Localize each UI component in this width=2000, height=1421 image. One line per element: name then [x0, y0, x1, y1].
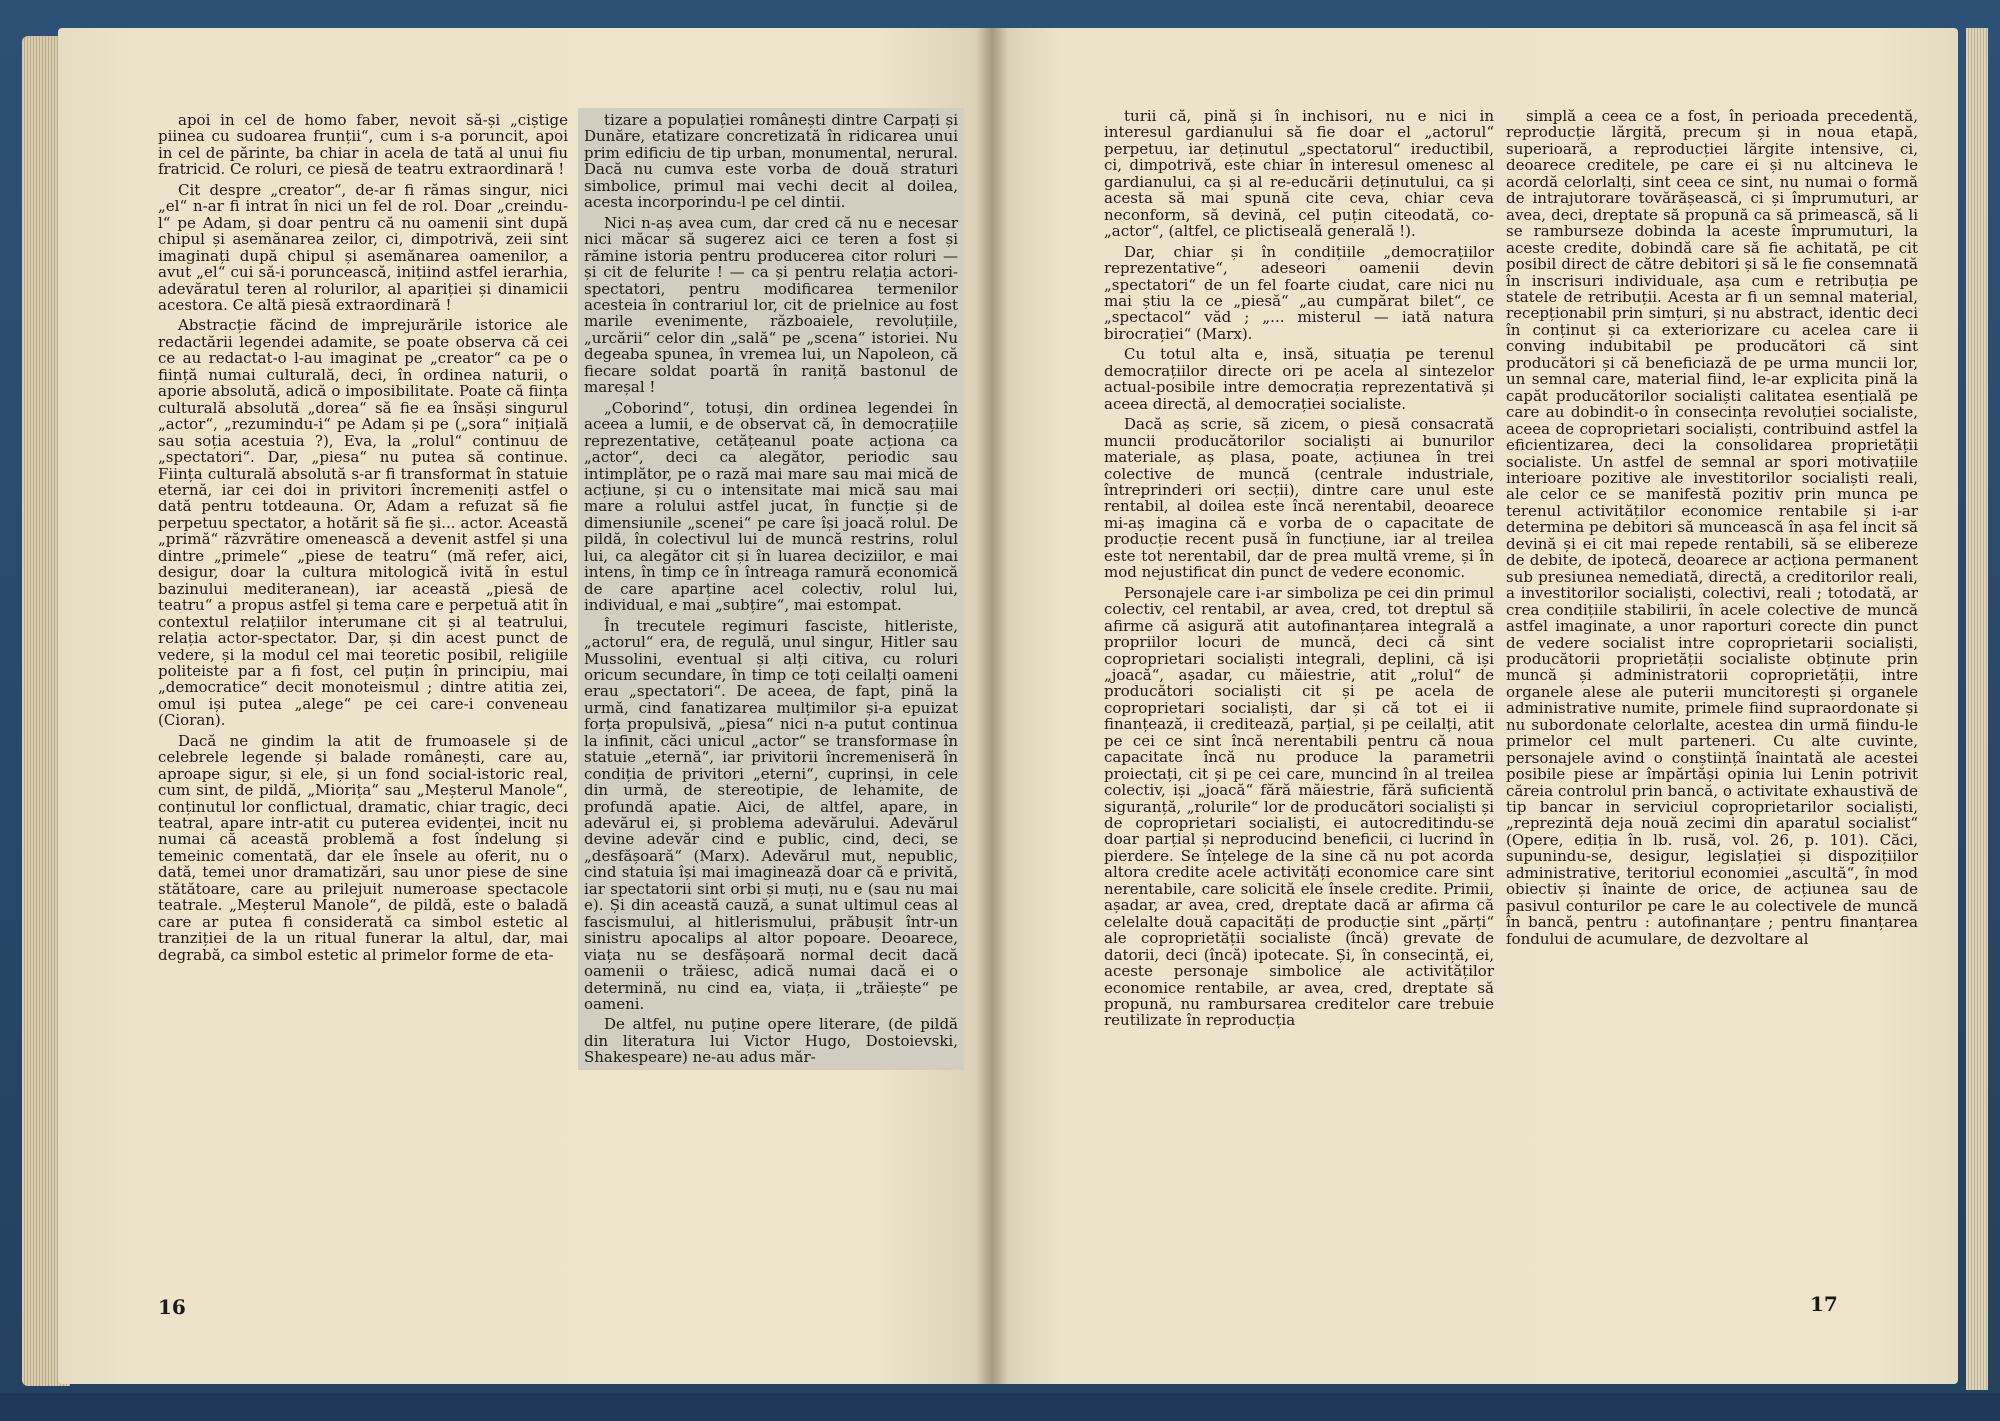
paragraph: Dacă ne gindim la atit de frumoasele și de celebrele legende și balade românești, care au, aproape sigur, și ele, și un fond social-istoric real, cum sint, de pildă, „Miorița“ sau „Meșterul Manole“, conținutul lor conflictual, dramatic, chiar tragic, deci teatral, apare intr-atit cu puterea evidenței, incit nu numai că această problemă a fost îndelung și temeinic comentată, dar ele însele au oferit, nu o dată, temei unor dramatizări, sau unor piese de sine stătătoare, care au prilejuit numeroase spectacole teatrale. „Meșterul Manole“, de pildă, este o baladă care ar putea fi considerată ca simbol estetic al tranziției de la un ritual funerar la altul, dar, mai degrabă, ca simbol estetic al primelor forme de eta- — [158, 731, 568, 964]
paragraph: tizare a populației românești dintre Carpați și Dunăre, etatizare concretizată în ridicarea unui prim edificiu de tip urban, monumental, nerural. Dacă nu cumva este vorba de două straturi simbolice, primul mai vechi decit al doilea, acesta incorporindu-l pe cel dintii. — [584, 111, 958, 212]
paragraph: simplă a ceea ce a fost, în perioada precedentă, reproducție lărgită, precum și in noua etapă, superioară, a reproducției lărgite intensive, ci, deoarece creditele, pe care ei și nu altcineva le acordă celorlalți, sint ceea ce sint, nu numai o formă de intrajutorare tovărășească, ci și împrumuturi, ar avea, deci, dreptate să propună ca să primească, să li se ramburseze dobinda la aceste împrumuturi, la aceste credite, dobindă care să fie achitată, pe cit posibil direct de către debitori și să le fie consemnată în inscrisuri individuale, așa cum e retribuția pe statele de retribuții. Acesta ar fi un semnal material, recepționabil prin simțuri, și nu abstract, identic deci în conținut și ca exteriorizare cu acelea care ii conving indubitabil pe producători că sint producători și că beneficiază de pe urma muncii lor, un semnal care, material fiind, le-ar explicita pină la capăt producătorilor socialiști calitatea esențială pe care au dobindit-o în consecința revoluției socialiste, aceea de coproprietari socialiști, contribuind astfel la eficientizarea, deci la consolidarea proprietății socialiste. Un astfel de semnal ar spori motivațiile interioare pozitive ale investitorilor socialiști reali, ale celor ce se manifestă pozitiv prin munca pe terenul activităților economice rentabile și i-ar determina pe debitori să muncească în așa fel incit să devină și ei cit mai repede rentabili, să se elibereze de debite, de ipotecă, deoarece ar acționa permanent sub presiunea nemediată, directă, a creditorilor reali, a investitorilor socialiști, colectivi, reali ; totodată, ar crea condițiile stabilirii, în acele colective de muncă astfel imaginate, a unor raporturi corecte din punct de vedere socialist intre coproprietarii socialiști, producătorii proprietății socialiste obținute prin muncă și administratorii coproprietății, intre organele alese ale puterii muncitorești și organele administrative numite, primele fiind supraordonate și nu subordonate celorlalte, acestea din urmă fiindu-le primelor cel mult parteneri. Cu alte cuvinte, personajele avind o conștiință înaintată ale acestei posibile piese ar împărtăși opinia lui Lenin potrivit căreia controlul prin bancă, o activitate exhaustivă de tip bancar in serviciul coproprietarilor socialiști, „reprezintă deja nouă zecimi din aparatul socialist“ (Opere, ediția în lb. rusă, vol. 26, p. 101). Căci, supunindu-se, desigur, legislației și dispozițiilor administrative, teritoriul economiei „ascultă“, în mod obiectiv și înainte de orice, de acțiunea sau de pasivul conturilor pe care le au colectivele de muncă în bancă, pentru : autofinanțare ; pentru finanțarea fondului de acumulare, de dezvoltare al — [1506, 107, 1918, 948]
right-page — [992, 28, 1958, 1384]
paragraph: În trecutele regimuri fasciste, hitleriste, „actorul“ era, de regulă, unul singur, Hitler sau Mussolini, eventual și alți citiva, cu roluri oricum secundare, în timp ce toți ceilalți oameni erau „spectatori“. De aceea, de fapt, pină la urmă, cind fanatizarea mulțimilor și-a epuizat forța propulsivă, „piesa“ nici n-a putut continua la infinit, căci unicul „actor“ se transformase în statuie „eternă“, iar privitorii încremeniseră în condiția de privitori „eterni“, cuprinși, in cele din urmă, de stereotipie, de lehamite, de profundă apatie. Aici, de altfel, apare, in adevărul ei, și problema adevărului. Adevărul devine adevăr cind e public, cind, deci, se „desfășoară“ (Marx). Adevărul mut, nepublic, cind statuia își mai imaginează doar că e privită, iar spectatorii sint orbi și muți, nu e (sau nu mai e). Și din această cauză, a sunat ultimul ceas al fascismului, al hitlerismului, prăbușit într-un sinistru apocalips al altor popoare. Deoarece, viața nu se desfășoară normal decit dacă oamenii o trăiesc, adică numai dacă ei o determină, nu cind ea, viața, ii „trăiește“ pe oameni. — [584, 616, 958, 1014]
paragraph: Abstracție făcind de imprejurările istorice ale redactării legendei adamite, se poate observa că cei ce au redactat-o l-au imaginat pe „creator“ ca pe o ființă numai culturală, deci, în ordinea naturii, o aporie absolută, adică o imposibilitate. Poate că ființa culturală absolută „dorea“ să fie ea însăși singurul „actor“, „rezumindu-i“ pe Adam și pe („sora“ inițială sau soția acestuia ?), Eva, la „rolul“ continuu de „spectatori“. Dar, „piesa“ nu putea să continue. Ființa culturală absolută s-ar fi transformat în statuie eternă, iar cei doi in privitori încremeniți astfel o dată pentru totdeauna. Or, Adam a refuzat să fie perpetuu spectator, a hotărit să fie și... actor. Această „primă“ răzvrătire omenească a devenit astfel și una dintre „primele“ „piese de teatru“ (mă refer, aici, desigur, doar la cultura mitologică ivită în estul bazinului mediteranean), iar această „piesă de teatru“ a propus astfel și tema care e perpetuă atit în contextul relațiilor interumane cit și al teatrului, relația actor-spectator. Dar, și din acest punct de vedere, și la modul cel mai teoretic posibil, religiile politeiste par a fi fost, cel puțin în principiu, mai „democratice“ decit monoteismul ; dintre atitia zei, omul iși putea „alege“ pe cei care-i conveneau (Cioran). — [158, 316, 568, 730]
paragraph: Dacă aș scrie, să zicem, o piesă consacrată muncii producătorilor socialiști ai bunurilor materiale, aș plasa, poate, acțiunea în trei colective de muncă (centrale industriale, întreprinderi ori secții), dintre care unul este rentabil, al doilea este încă nerentabil, deoarece mi-aș imagina că e vorba de o capacitate de producție recent pusă în funcțiune, iar al treilea este tot nerentabil, dar de prea multă vreme, și în mod nejustificat din punct de vedere economic. — [1104, 415, 1494, 582]
left-page — [58, 28, 992, 1384]
book-gutter — [976, 28, 1008, 1384]
paragraph: „Coborind“, totuși, din ordinea legendei în aceea a lumii, e de observat că, în democrațiile reprezentative, cetățeanul poate acționa ca „actor“, deci ca alegător, periodic sau intimplător, pe o rază mai mare sau mai mică de acțiune, și cu o intensitate mai mică sau mai mare a rolului astfel jucat, în funcție și de dimensiunile „scenei“ pe care își joacă rolul. De pildă, în colectivul lui de muncă restrins, rolul lui, ca alegător cit și în luarea deciziilor, e mai intens, în timp ce în întreaga ramură economică de care aparține acel colectiv, rolul lui, individual, e mai „subțire“, mai estompat. — [584, 398, 958, 615]
page-number-left: 16 — [158, 1295, 186, 1319]
left-page-column-2 — [578, 108, 964, 1070]
paragraph: Nici n-aș avea cum, dar cred că nu e necesar nici măcar să sugerez aici ce teren a fost și rămine istoria pentru producerea citor roluri — și cit de felurite ! — ca și pentru relația actori-spectatori, pentru modificarea termenilor acesteia în contrariul lor, cit de prielnice au fost marile evenimente, războaiele, revoluțiile, „urcării“ celor din „sală“ pe „scena“ istoriei. Nu degeaba spunea, în vremea lui, un Napoleon, că fiecare soldat poartă în raniță bastonul de mareșal ! — [584, 213, 958, 397]
book-cover-edge — [0, 1393, 2000, 1421]
paragraph: turii că, pină și în inchisori, nu e nici in interesul gardianului să fie doar el „actorul“ perpetuu, iar deținutul „spectatorul“ ireductibil, ci, dimpotrivă, este chiar în interesul omenesc al gardianului, ca și al re-educării deținutului, ca și acesta să mai spună cite ceva, chiar ceva neconform, să devină, cel puțin citeodată, co-„actor“, (altfel, ce plictiseală generală !). — [1104, 107, 1494, 241]
page-stack-right — [1966, 28, 1988, 1390]
paragraph: apoi in cel de homo faber, nevoit să-și „ciștige piinea cu sudoarea frunții“, cum i s-a poruncit, apoi in cel de părinte, ba chiar in acela de tată al unui fiu fratricid. Ce roluri, ce piesă de teatru extraordinară ! — [158, 111, 568, 179]
paragraph: Dar, chiar și în condițiile „democrațiilor reprezentative“, adeseori oamenii devin „spectatori“ de un fel foarte ciudat, care nici nu mai știu la ce „piesă“ „au cumpărat bilet“, ce „spectacol“ văd ; „... misterul — iată natura birocrației“ (Marx). — [1104, 242, 1494, 343]
page-number-right: 17 — [1810, 1292, 1838, 1316]
paragraph: Cit despre „creator“, de-ar fi rămas singur, nici „el“ n-ar fi intrat în nici un fel de rol. Doar „creindu-l“ pe Adam, și doar pentru că nu oamenii sint după chipul și asemănarea zeilor, ci, dimpotrivă, zeii sint imaginați după chipul și asemănarea oamenilor, a avut „el“ cui să-i poruncească, inițiind astfel ierarhia, adevăratul teren al rolurilor, al apariției și dinamicii acestora. Ce altă piesă extraordinară ! — [158, 180, 568, 314]
paragraph: Cu totul alta e, insă, situația pe terenul democrațiilor directe ori pe acela al sintezelor actual-posibile intre democrația reprezentativă și aceea directă, al democrației socialiste. — [1104, 345, 1494, 413]
paragraph: Personajele care i-ar simboliza pe cei din primul colectiv, cel rentabil, ar avea, cred, tot dreptul să afirme că asigură atit autofinanțarea integrală a propriilor locuri de muncă, deci că sint coproprietari socialiști integrali, deplini, că iși „joacă“, așadar, cu măiestrie, atit „rolul“ de producători socialiști cit și pe acela de coproprietari socialiști, dar și că tot ei ii finanțează, ii creditează, parțial, și pe ceilalți, atit pe cei ce sint încă nerentabili pentru că noua capacitate încă nu produce la parametrii proiectați, cit și pe cei care, muncind în al treilea colectiv, iși „joacă“ fără măiestrie, fără suficientă siguranță, „rolurile“ lor de producători socialiști și de coproprietari socialiști, ei autocreditindu-se doar parțial și neproducind beneficii, ci lucrind în pierdere. Se înțelege de la sine că nu pot acorda altora credite acele activități economice care sint nerentabile, care solicită ele însele credite. Primii, așadar, ar avea, cred, dreptate dacă ar afirma că celelalte două capacități de producție sint „părți“ ale coproprietății socialiste (încă) grevate de datorii, deci (încă) ipotecate. Și, în consecință, ei, aceste personaje simbolice ale activităților economice rentabile, ar avea, cred, dreptate să propună, nu rambursarea creditelor care trebuie reutilizate în reproducția — [1104, 583, 1494, 1030]
paragraph: De altfel, nu puține opere literare, (de pildă din literatura lui Victor Hugo, Dostoievski, Shakespeare) ne-au adus măr- — [584, 1015, 958, 1067]
left-page-column-1 — [158, 112, 568, 963]
right-page-column-1 — [1104, 108, 1494, 1029]
right-page-column-2 — [1506, 108, 1918, 947]
